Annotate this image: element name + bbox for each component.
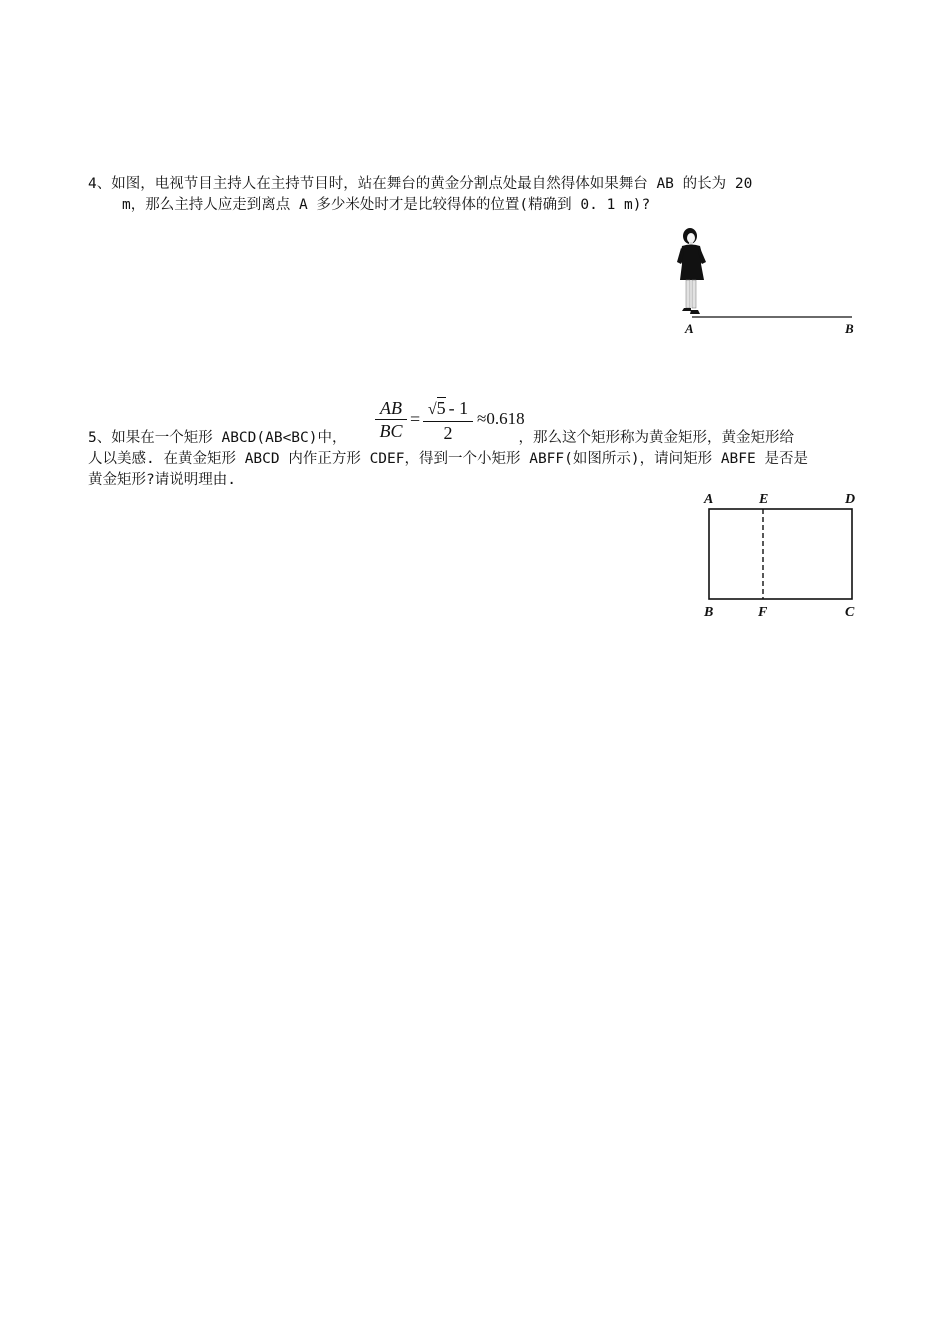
vertex-c-label: C [845, 605, 855, 620]
numerator-tail: - 1 [448, 398, 469, 418]
question-5-line-2: 人以美感. 在黄金矩形 ABCD 内作正方形 CDEF，得到一个小矩形 ABFF(如图所示)，请问矩形 ABFE 是否是 [88, 451, 808, 467]
approx-value: ≈0.618 [477, 409, 525, 428]
vertex-d-label: D [845, 492, 856, 507]
question-5-line-1-suffix: ，那么这个矩形称为黄金矩形，黄金矩形给 [518, 430, 794, 446]
point-a-label: A [685, 321, 694, 336]
point-f-label: F [758, 605, 768, 620]
root-denominator: 2 [443, 423, 453, 443]
question-5-line-1 [88, 428, 858, 449]
sqrt-symbol: √ [427, 401, 437, 418]
point-b-label: B [845, 321, 854, 336]
point-e-label: E [759, 492, 769, 507]
fraction-denominator: BC [379, 421, 403, 441]
host-figure [677, 228, 706, 314]
question-4-line-2: m，那么主持人应走到离点 A 多少米处时才是比较得体的位置(精确到 0. 1 m)? [122, 197, 651, 213]
question-5 [88, 428, 858, 491]
question-5-line-1-prefix: 5、如果在一个矩形 ABCD(AB<BC)中， [88, 430, 347, 446]
question-5-line-3: 黄金矩形?请说明理由. [88, 472, 236, 488]
question-5-figure [696, 488, 866, 622]
question-4-line-1: 4、如图，电视节目主持人在主持节目时，站在舞台的黄金分割点处最自然得体如果舞台 AB 的长为 20 [88, 176, 753, 192]
vertex-b-label: B [704, 605, 714, 620]
fraction-numerator: AB [380, 398, 402, 418]
question-4-figure [670, 222, 870, 340]
vertex-a-label: A [704, 492, 714, 507]
question-4 [88, 174, 858, 216]
rectangle-abcd [709, 509, 852, 599]
equals-sign: = [410, 409, 421, 429]
sqrt-radicand: 5 [436, 398, 446, 418]
